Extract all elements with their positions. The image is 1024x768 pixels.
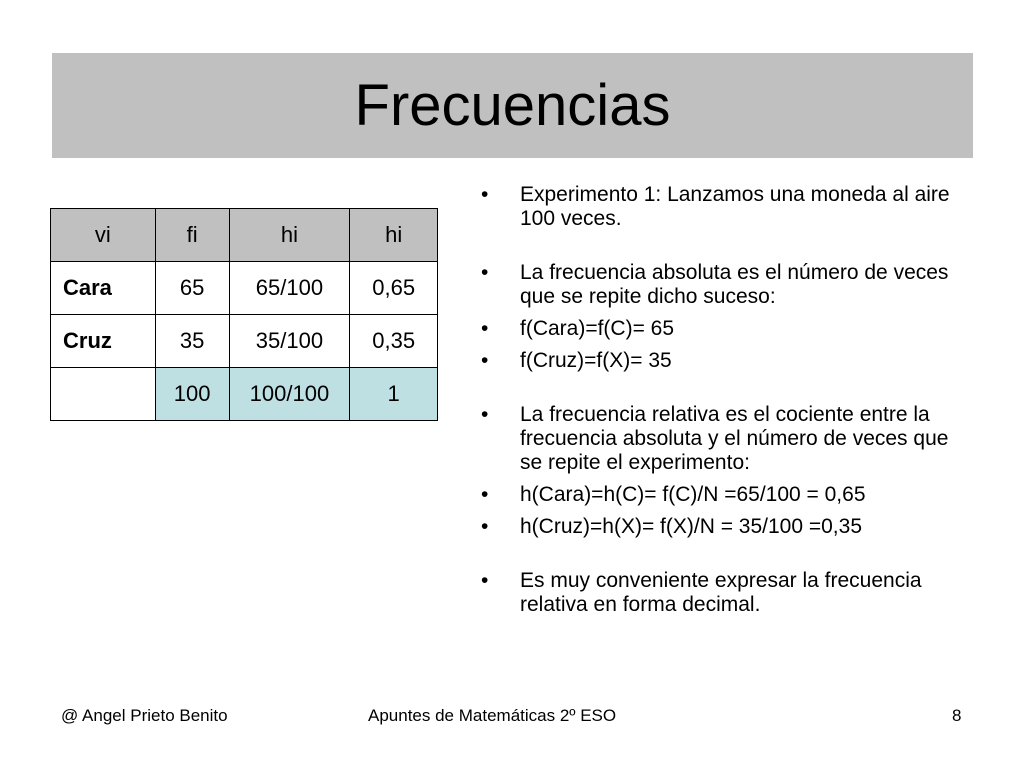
- cell-hi-fraction-total: 100/100: [229, 368, 350, 421]
- table-row-cara: [51, 262, 438, 315]
- bullet-text: h(Cruz)=h(X)= f(X)/N = 35/100 =0,35: [520, 515, 862, 538]
- column-header-hi-decimal: hi: [350, 209, 438, 262]
- bullet-icon: •: [481, 349, 489, 372]
- bullet-text: h(Cara)=h(C)= f(C)/N =65/100 = 0,65: [520, 483, 866, 506]
- list-item: [478, 349, 958, 373]
- list-item: [478, 317, 958, 341]
- cell-hi-decimal-total: 1: [350, 368, 438, 421]
- list-item: [478, 569, 958, 617]
- row-label-cruz: Cruz: [51, 315, 156, 368]
- frequency-table: [50, 208, 438, 421]
- bullet-icon: •: [481, 317, 489, 340]
- table-header-row: [51, 209, 438, 262]
- bullet-text: f(Cruz)=f(X)= 35: [520, 349, 672, 372]
- list-item: [478, 403, 958, 475]
- cell-hi-fraction-cruz: 35/100: [229, 315, 350, 368]
- bullet-icon: •: [481, 515, 489, 538]
- row-label-total: [51, 368, 156, 421]
- cell-hi-fraction-cara: 65/100: [229, 262, 350, 315]
- cell-fi-total: 100: [155, 368, 229, 421]
- bullet-icon: •: [481, 183, 489, 206]
- list-item: [478, 261, 958, 309]
- title-bar: [52, 53, 973, 158]
- bullet-text: f(Cara)=f(C)= 65: [520, 317, 675, 340]
- bullet-icon: •: [481, 483, 489, 506]
- cell-fi-cruz: 35: [155, 315, 229, 368]
- row-label-cara: Cara: [51, 262, 156, 315]
- bullet-icon: •: [481, 569, 489, 592]
- column-header-hi-fraction: hi: [229, 209, 350, 262]
- list-item: [478, 483, 958, 507]
- footer-page-number: 8: [952, 706, 962, 725]
- cell-fi-cara: 65: [155, 262, 229, 315]
- bullet-list: [478, 183, 958, 617]
- bullet-text: La frecuencia relativa es el cociente entre la frecuencia absoluta y el número de veces que se repite el experimento:: [520, 403, 949, 474]
- bullet-icon: •: [481, 261, 489, 284]
- table-row-cruz: [51, 315, 438, 368]
- bullet-text: Experimento 1: Lanzamos una moneda al aire 100 veces.: [520, 183, 950, 230]
- bullet-text: Es muy conveniente expresar la frecuencia relativa en forma decimal.: [520, 569, 922, 616]
- cell-hi-decimal-cara: 0,65: [350, 262, 438, 315]
- list-item: [478, 183, 958, 231]
- footer-course: Apuntes de Matemáticas 2º ESO: [368, 706, 617, 725]
- cell-hi-decimal-cruz: 0,35: [350, 315, 438, 368]
- column-header-fi: fi: [155, 209, 229, 262]
- list-item: [478, 515, 958, 539]
- column-header-vi: vi: [51, 209, 156, 262]
- bullet-icon: •: [481, 403, 489, 426]
- slide-title: Frecuencias: [354, 72, 671, 138]
- bullet-text: La frecuencia absoluta es el número de veces que se repite dicho suceso:: [520, 261, 949, 308]
- footer-author: @ Angel Prieto Benito: [61, 706, 228, 725]
- table-row-total: [51, 368, 438, 421]
